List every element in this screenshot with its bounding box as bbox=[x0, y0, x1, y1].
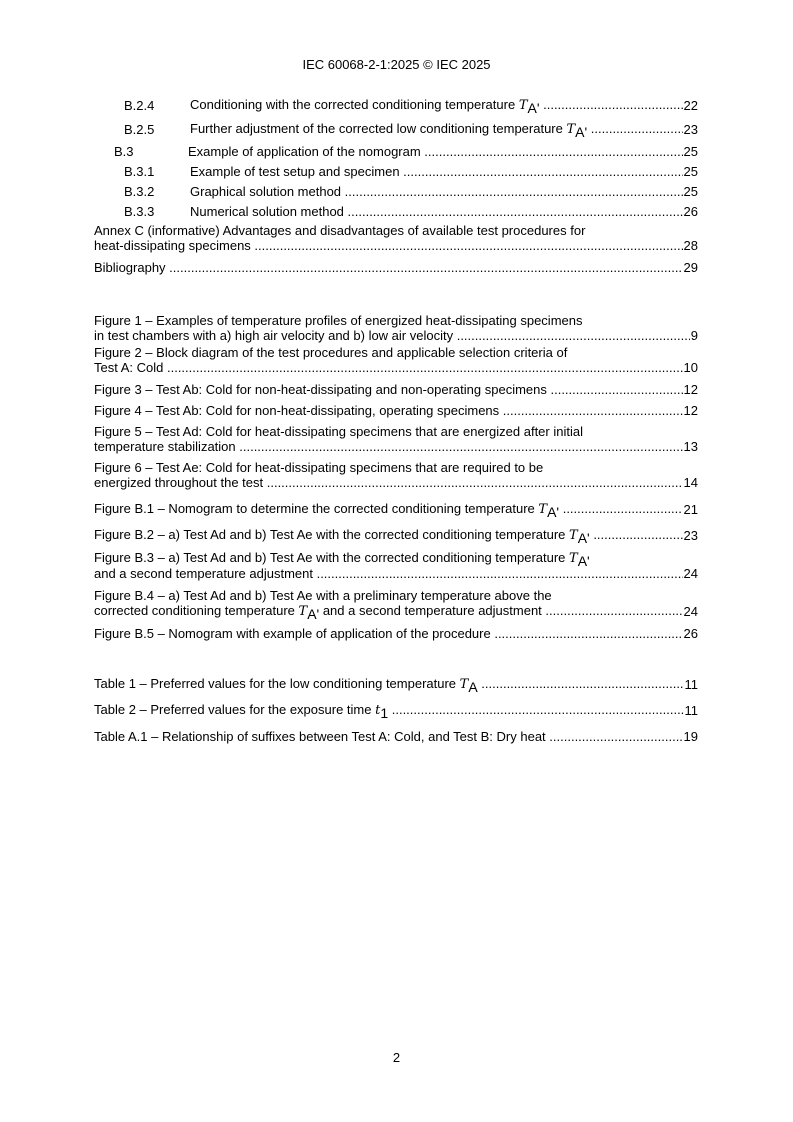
toc-entry-b-3-3[interactable] bbox=[94, 199, 698, 219]
figure-title-line1: Figure B.4 – a) Test Ad and b) Test Ae with a preliminary temperature above the bbox=[94, 588, 552, 603]
spacer bbox=[94, 641, 698, 670]
page-number: 25 bbox=[683, 184, 698, 199]
page-number: 23 bbox=[683, 528, 698, 543]
section-title: Example of application of the nomogram ..... bbox=[188, 144, 683, 159]
toc-entry-b-2-4[interactable] bbox=[94, 94, 698, 113]
section-title: Further adjustment of the corrected low conditioning temperature TA' ..... bbox=[190, 121, 683, 137]
toc-entry-bibliography[interactable] bbox=[94, 253, 698, 275]
figure-title: Figure B.5 – Nomogram with example of application of the procedure ..... bbox=[94, 626, 683, 641]
figure-title-line1: Figure B.3 – a) Test Ad and b) Test Ae with the corrected conditioning temperature TA' bbox=[94, 550, 590, 569]
toc-entry-figure-b-2[interactable] bbox=[94, 517, 698, 543]
toc-entry-figure-3[interactable] bbox=[94, 375, 698, 397]
page-number: 25 bbox=[683, 144, 698, 159]
section-number: B.3.1 bbox=[124, 164, 155, 179]
section-number: B.2.5 bbox=[124, 122, 155, 137]
section-title: Conditioning with the corrected conditioning temperature TA' ..... bbox=[190, 97, 683, 113]
toc-entry-figure-4[interactable] bbox=[94, 397, 698, 418]
toc-entry-b-2-5[interactable] bbox=[94, 113, 698, 137]
section-title: Graphical solution method ..... bbox=[190, 184, 683, 199]
page-number: 13 bbox=[683, 439, 698, 454]
table-title: Table 2 – Preferred values for the exposure time t1 ..... bbox=[94, 702, 684, 718]
table-title: Table A.1 – Relationship of suffixes between Test A: Cold, and Test B: Dry heat ..... bbox=[94, 729, 683, 744]
annex-title-line2: heat-dissipating specimens ..... bbox=[94, 238, 683, 253]
figure-title-line1: Figure 1 – Examples of temperature profiles of energized heat-dissipating specimens bbox=[94, 313, 583, 328]
toc-entry-figure-b-3[interactable] bbox=[94, 543, 698, 581]
page-number: 9 bbox=[690, 328, 698, 343]
toc-entry-figure-b-5[interactable] bbox=[94, 619, 698, 641]
table-of-contents bbox=[94, 94, 698, 744]
figure-title-line1: Figure 6 – Test Ae: Cold for heat-dissipating specimens that are required to be bbox=[94, 460, 544, 475]
toc-entry-table-a-1[interactable] bbox=[94, 718, 698, 744]
page-number: 26 bbox=[683, 204, 698, 219]
page-number: 25 bbox=[683, 164, 698, 179]
page-number: 24 bbox=[683, 566, 698, 581]
toc-entry-table-1[interactable] bbox=[94, 670, 698, 692]
page-number: 22 bbox=[683, 98, 698, 113]
bibliography-title: Bibliography ..... bbox=[94, 260, 683, 275]
page-number: 12 bbox=[683, 382, 698, 397]
annex-title-line1: Annex C (informative) Advantages and disadvantages of available test procedures for bbox=[94, 223, 586, 238]
page-number: 11 bbox=[684, 677, 698, 692]
table-title: Table 1 – Preferred values for the low conditioning temperature TA ..... bbox=[94, 676, 684, 692]
figure-title: Figure 3 – Test Ab: Cold for non-heat-dissipating and non-operating specimens ..... bbox=[94, 382, 683, 397]
section-title: Example of test setup and specimen ..... bbox=[190, 164, 683, 179]
figure-title-line1: Figure 5 – Test Ad: Cold for heat-dissipating specimens that are energized after initial bbox=[94, 424, 583, 439]
figure-title-line2: in test chambers with a) high air velocity and b) low air velocity ..... bbox=[94, 328, 690, 343]
page-number: 28 bbox=[683, 238, 698, 253]
figure-title-line2: energized throughout the test ..... bbox=[94, 475, 683, 490]
page-number: 24 bbox=[683, 604, 698, 619]
page-number: 29 bbox=[683, 260, 698, 275]
figure-title-line1: Figure 2 – Block diagram of the test procedures and applicable selection criteria of bbox=[94, 345, 568, 360]
page-header: IEC 60068-2-1:2025 © IEC 2025 bbox=[302, 57, 491, 72]
section-number: B.3 bbox=[114, 144, 134, 159]
page-number: 14 bbox=[683, 475, 698, 490]
toc-entry-b-3[interactable] bbox=[94, 137, 698, 159]
toc-entry-figure-5[interactable] bbox=[94, 418, 698, 454]
section-title: Numerical solution method ..... bbox=[190, 204, 683, 219]
figure-title-line2: temperature stabilization ..... bbox=[94, 439, 683, 454]
toc-entry-annex-c[interactable] bbox=[94, 219, 698, 253]
page-number: 26 bbox=[683, 626, 698, 641]
section-number: B.3.3 bbox=[124, 204, 155, 219]
figure-title-line2: Test A: Cold ..... bbox=[94, 360, 683, 375]
figure-title: Figure B.2 – a) Test Ad and b) Test Ae with the corrected conditioning temperature TA' ..... bbox=[94, 527, 683, 543]
figure-title-line2: and a second temperature adjustment ..... bbox=[94, 566, 683, 581]
toc-entry-figure-b-1[interactable] bbox=[94, 490, 698, 517]
page-number: 23 bbox=[683, 122, 698, 137]
page-number: 11 bbox=[684, 703, 698, 718]
spacer bbox=[94, 275, 698, 306]
section-number: B.3.2 bbox=[124, 184, 155, 199]
toc-entry-figure-6[interactable] bbox=[94, 454, 698, 490]
page-number: 10 bbox=[683, 360, 698, 375]
figure-title: Figure B.1 – Nomogram to determine the corrected conditioning temperature TA' ..... bbox=[94, 501, 683, 517]
toc-entry-figure-1[interactable] bbox=[94, 306, 698, 343]
toc-entry-figure-b-4[interactable] bbox=[94, 581, 698, 619]
page-number: 12 bbox=[683, 403, 698, 418]
toc-entry-table-2[interactable] bbox=[94, 692, 698, 718]
page-number: 21 bbox=[683, 502, 698, 517]
toc-entry-figure-2[interactable] bbox=[94, 343, 698, 375]
figure-title: Figure 4 – Test Ab: Cold for non-heat-dissipating, operating specimens ..... bbox=[94, 403, 683, 418]
toc-entry-b-3-1[interactable] bbox=[94, 159, 698, 179]
page-number: 19 bbox=[683, 729, 698, 744]
section-number: B.2.4 bbox=[124, 98, 155, 113]
page-footer-number: 2 bbox=[392, 1050, 401, 1065]
toc-entry-b-3-2[interactable] bbox=[94, 179, 698, 199]
figure-title-line2: corrected conditioning temperature TA' and a second temperature adjustment ..... bbox=[94, 603, 683, 619]
